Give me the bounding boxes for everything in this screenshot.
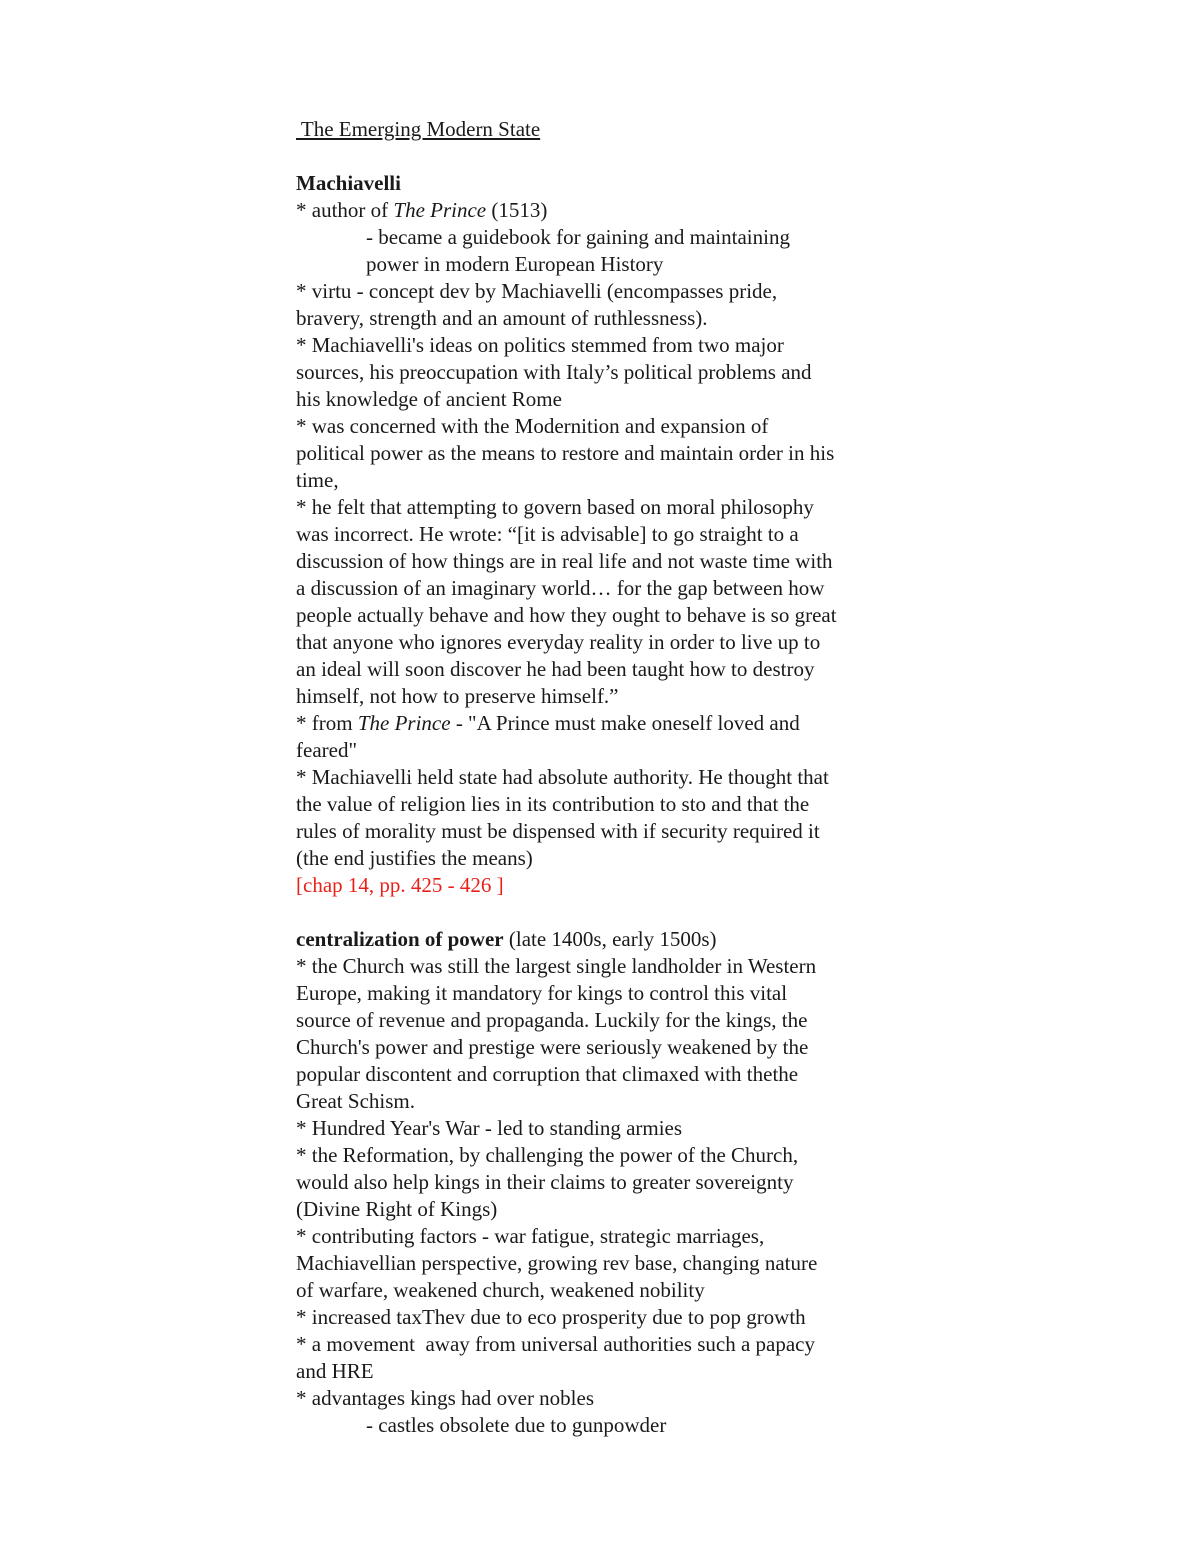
bullet-line: * virtu - concept dev by Machiavelli (encompasses pride, xyxy=(296,279,778,303)
bullet-line: * Hundred Year's War - led to standing armies xyxy=(296,1116,683,1140)
bullet-line: (Divine Right of Kings) xyxy=(296,1197,498,1221)
section-heading-date: (late 1400s, early 1500s) xyxy=(503,927,717,951)
sub-bullet: - castles obsolete due to gunpowder xyxy=(366,1413,667,1437)
bullet-line: * Machiavelli held state had absolute authority. He thought that xyxy=(296,765,829,789)
section-heading: centralization of power xyxy=(296,927,504,951)
bullet-line: time, xyxy=(296,468,339,492)
bullet-line: his knowledge of ancient Rome xyxy=(296,387,562,411)
bullet-line: * he felt that attempting to govern based on moral philosophy xyxy=(296,495,814,519)
bullet-line: source of revenue and propaganda. Luckily for the kings, the xyxy=(296,1008,808,1032)
bullet-line: an ideal will soon discover he had been taught how to destroy xyxy=(296,657,815,681)
bullet-line: * contributing factors - war fatigue, strategic marriages, xyxy=(296,1224,765,1248)
bullet-line: * was concerned with the Modernition and expansion of xyxy=(296,414,769,438)
section-heading: Machiavelli xyxy=(296,171,401,195)
bullet-line: Church's power and prestige were seriously weakened by the xyxy=(296,1035,809,1059)
bullet-line: (the end justifies the means) xyxy=(296,846,533,870)
bullet-line: discussion of how things are in real life and not waste time with xyxy=(296,549,833,573)
bullet-quote xyxy=(296,710,936,737)
bullet-author xyxy=(296,197,936,224)
spacer xyxy=(296,143,936,170)
bullet-line: a discussion of an imaginary world… for the gap between how xyxy=(296,576,825,600)
bullet-line: was incorrect. He wrote: “[it is advisable] to go straight to a xyxy=(296,522,799,546)
bullet-line: and HRE xyxy=(296,1359,374,1383)
book-title: The Prince xyxy=(393,198,487,222)
section-centralization xyxy=(296,926,936,1439)
bullet-line: * Machiavelli's ideas on politics stemmed from two major xyxy=(296,333,784,357)
bullet-line: * a movement away from universal authorities such a papacy xyxy=(296,1332,815,1356)
bullet-text: (1513) xyxy=(486,198,548,222)
sub-bullet: power in modern European History xyxy=(366,252,664,276)
bullet-line: Europe, making it mandatory for kings to control this vital xyxy=(296,981,788,1005)
section-machiavelli xyxy=(296,170,936,899)
bullet-text: * author of xyxy=(296,198,394,222)
book-title: The Prince xyxy=(357,711,451,735)
section-heading-line xyxy=(296,926,936,953)
bullet-line: the value of religion lies in its contribution to sto and that the xyxy=(296,792,810,816)
bullet-line: political power as the means to restore and maintain order in his xyxy=(296,441,835,465)
bullet-line: popular discontent and corruption that climaxed with thethe xyxy=(296,1062,799,1086)
bullet-line: * advantages kings had over nobles xyxy=(296,1386,595,1410)
spacer xyxy=(296,899,936,926)
document-page xyxy=(296,116,936,1439)
chapter-reference: [chap 14, pp. 425 - 426 ] xyxy=(296,873,504,897)
bullet-line: sources, his preoccupation with Italy’s political problems and xyxy=(296,360,812,384)
bullet-line: bravery, strength and an amount of ruthlessness). xyxy=(296,306,708,330)
bullet-line: would also help kings in their claims to greater sovereignty xyxy=(296,1170,794,1194)
bullet-line: Machiavellian perspective, growing rev base, changing nature xyxy=(296,1251,818,1275)
bullet-line: rules of morality must be dispensed with if security required it xyxy=(296,819,820,843)
bullet-line: that anyone who ignores everyday reality in order to live up to xyxy=(296,630,821,654)
sub-bullet: - became a guidebook for gaining and maintaining xyxy=(366,225,790,249)
bullet-line: himself, not how to preserve himself.” xyxy=(296,684,619,708)
bullet-line: * the Reformation, by challenging the power of the Church, xyxy=(296,1143,799,1167)
bullet-line: Great Schism. xyxy=(296,1089,415,1113)
bullet-line: feared" xyxy=(296,738,358,762)
bullet-line: * the Church was still the largest single landholder in Western xyxy=(296,954,817,978)
bullet-text: - "A Prince must make oneself loved and xyxy=(450,711,800,735)
bullet-line: people actually behave and how they ought to behave is so great xyxy=(296,603,837,627)
bullet-line: of warfare, weakened church, weakened nobility xyxy=(296,1278,705,1302)
bullet-line: * increased taxThev due to eco prosperity due to pop growth xyxy=(296,1305,806,1329)
document-title: The Emerging Modern State xyxy=(296,117,541,141)
bullet-text: * from xyxy=(296,711,358,735)
